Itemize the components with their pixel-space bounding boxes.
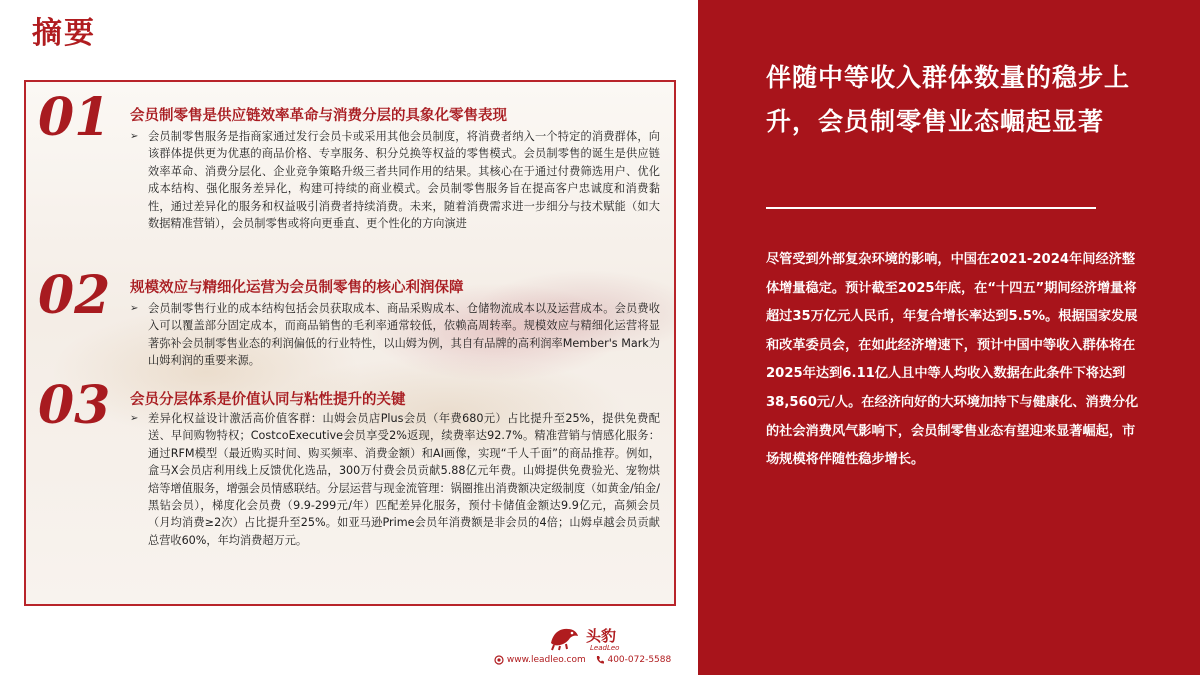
- phone-number[interactable]: 400-072-5588: [607, 655, 672, 665]
- leopard-logo-icon: [548, 623, 580, 651]
- section-body: [130, 300, 660, 370]
- section-title: 规模效应与精细化运营为会员制零售的核心利润保障: [130, 280, 464, 296]
- brand-logo[interactable]: [548, 623, 688, 651]
- section-body: [130, 410, 660, 549]
- email-icon: [494, 655, 504, 665]
- page-title: 摘要: [32, 16, 96, 51]
- arrow-bullet-icon: ➢: [130, 303, 139, 314]
- section-number: 01: [38, 87, 111, 148]
- section-number: 03: [38, 375, 111, 436]
- brand-name: 头豹: [586, 627, 617, 645]
- brand-name-en: LeadLeo: [590, 644, 620, 652]
- arrow-bullet-icon: ➢: [130, 413, 139, 424]
- section-text: 会员制零售行业的成本结构包括会员获取成本、商品采购成本、仓储物流成本以及运营成本。会员费收入可以覆盖部分固定成本，而商品销售的毛利率通常较低，依赖高周转率。规模效应与精细化运营将显著弥补会员制零售业态的利润偏低的行业特性，以山姆为例，其自有品牌的高利润率Member's Mark为山姆利润的重要来源。: [148, 302, 660, 368]
- section-body: [130, 128, 660, 232]
- summary-content-box: [24, 80, 676, 606]
- section-title: 会员分层体系是价值认同与粘性提升的关键: [130, 392, 406, 408]
- section-title: 会员制零售是供应链效率革命与消费分层的具象化零售表现: [130, 108, 507, 124]
- website-link[interactable]: www.leadleo.com: [506, 655, 586, 665]
- section-number: 02: [38, 265, 111, 326]
- footer-contact: [494, 655, 694, 669]
- section-text: 会员制零售服务是指商家通过发行会员卡或采用其他会员制度，将消费者纳入一个特定的消费群体，向该群体提供更为优惠的商品价格、专享服务、积分兑换等权益的零售模式。会员制零售的诞生是供应链效率革命、消费分层化、企业竞争策略升级三者共同作用的结果。其核心在于通过付费筛选用户、优化成本结构、强化服务差异化，构建可持续的商业模式。会员制零售服务旨在提高客户忠诚度和消费黏性，通过差异化的服务和权益吸引消费者持续消费。未来，随着消费需求进一步细分与技术赋能（如大数据精准营销），会员制零售或将向更垂直、更个性化的方向演进: [148, 130, 660, 231]
- section-text: 差异化权益设计激活高价值客群：山姆会员店Plus会员（年费680元）占比提升至25%，提供免费配送、早间购物特权；CostcoExecutive会员享受2%返现，续费率达92.7%。精准营销与情感化服务：通过RFM模型（最近购买时间、购买频率、消费金额）和AI画像，实现“千人千面”的商品推荐。例如，盒马X会员店利用线上反馈优化选品，300万付费会员贡献5.88亿元年费。山姆提供免费验光、宠物烘焙等增值服务，增强会员情感联结。分层运营与现金流管理：锅圈推出消费额决定级制度（如黄金/铂金/黑钻会员），梯度化会员费（9.9-299元/年）匹配差异化服务，预付卡储值金额达9.9亿元，高频会员（月均消费≥2次）占比提升至25%。如亚马逊Prime会员年消费额是非会员的4倍；山姆卓越会员贡献总营收60%，年均消费超万元。: [148, 412, 660, 547]
- sidebar-divider: [766, 207, 1096, 209]
- right-sidebar: [698, 0, 1200, 675]
- sidebar-summary: 尽管受到外部复杂环境的影响，中国在2021-2024年间经济整体增量稳定。预计截至2025年底，在“十四五”期间经济增量将超过35万亿元人民币，年复合增长率达到5.5%。根据国家发展和改革委员会，在如此经济增速下，预计中国中等收入群体将在2025年达到6.11亿人且中等人均收入数据在此条件下将达到38,560元/人。在经济向好的大环境加持下与健康化、消费分化的社会消费风气影响下，会员制零售业态有望迎来显著崛起，市场规模将伴随性稳步增长。: [766, 252, 1139, 468]
- arrow-bullet-icon: ➢: [130, 131, 139, 142]
- sidebar-headline: 伴随中等收入群体数量的稳步上升，会员制零售业态崛起显著: [766, 63, 1131, 136]
- phone-icon: [595, 655, 605, 665]
